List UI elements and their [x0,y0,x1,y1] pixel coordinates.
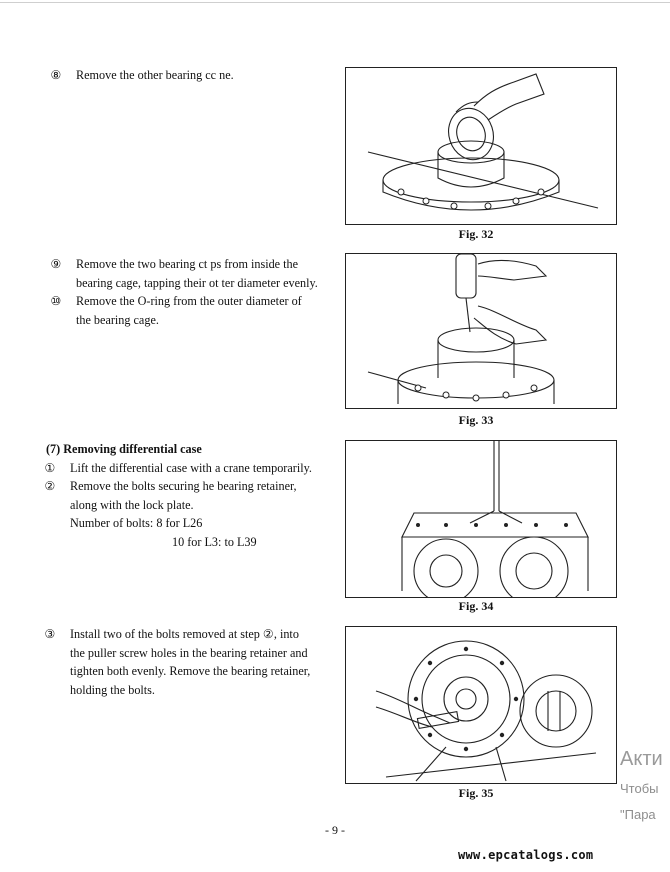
figure-caption: Fig. 33 [458,413,494,427]
figure-caption: Fig. 34 [458,599,494,613]
figure-34-illustration [345,440,617,598]
top-rule [0,2,670,3]
step-text: Lift the differential case with a crane temporarily. [70,460,312,475]
figure-32-illustration [345,67,617,225]
step-item [42,459,338,478]
step-text: Install two of the bolts removed at step ②, into [70,627,299,641]
step-number: ⑧ [50,68,62,82]
step-text: Remove the two bearing ct ps from inside the [76,257,299,271]
step-item [48,66,338,85]
step-item [42,625,338,699]
footer-url: www.epcatalogs.com [458,848,594,862]
step-number: ① [44,460,56,475]
step-text: Remove the bolts securing he bearing retainer, [70,479,297,494]
figure-caption: Fig. 35 [458,786,494,800]
watermark-line: "Пара [620,807,656,822]
bolts-count: Number of bolts: 8 for L26 [70,516,203,531]
step-text: bearing cage, tapping their ot ter diameter evenly. [76,275,318,290]
step-text: the puller screw holes in the bearing retainer and [70,645,308,660]
page-number: - 9 - [325,823,345,837]
figure-caption: Fig. 32 [458,227,494,241]
step-item [42,477,338,514]
figure-33-illustration [345,253,617,409]
step-item [48,292,338,329]
watermark-line: Акти [620,748,663,770]
step-text: along with the lock plate. [70,497,194,512]
step-text: Remove the other bearing cc ne. [76,68,234,82]
step-number: ② [44,479,56,494]
step-number: ⑨ [50,257,62,271]
steps-group-b [48,255,338,329]
section-heading: (7) Removing differential case [46,442,202,456]
step-text: Remove the O-ring from the outer diameter of [76,294,302,309]
steps-group-a [48,66,338,85]
step-text: tighten both evenly. Remove the bearing retainer, [70,664,311,679]
step-number: ③ [44,627,56,641]
figure-35-illustration [345,626,617,784]
section-7 [44,440,338,552]
step-text: the bearing cage. [76,312,159,327]
step-text: holding the bolts. [70,682,155,697]
bolts-count-2: 10 for L3: to L39 [172,534,257,549]
step-item [48,255,338,292]
step-number: ⑩ [50,294,62,309]
watermark-line: Чтобы [620,781,659,796]
steps-group-c [44,625,338,699]
